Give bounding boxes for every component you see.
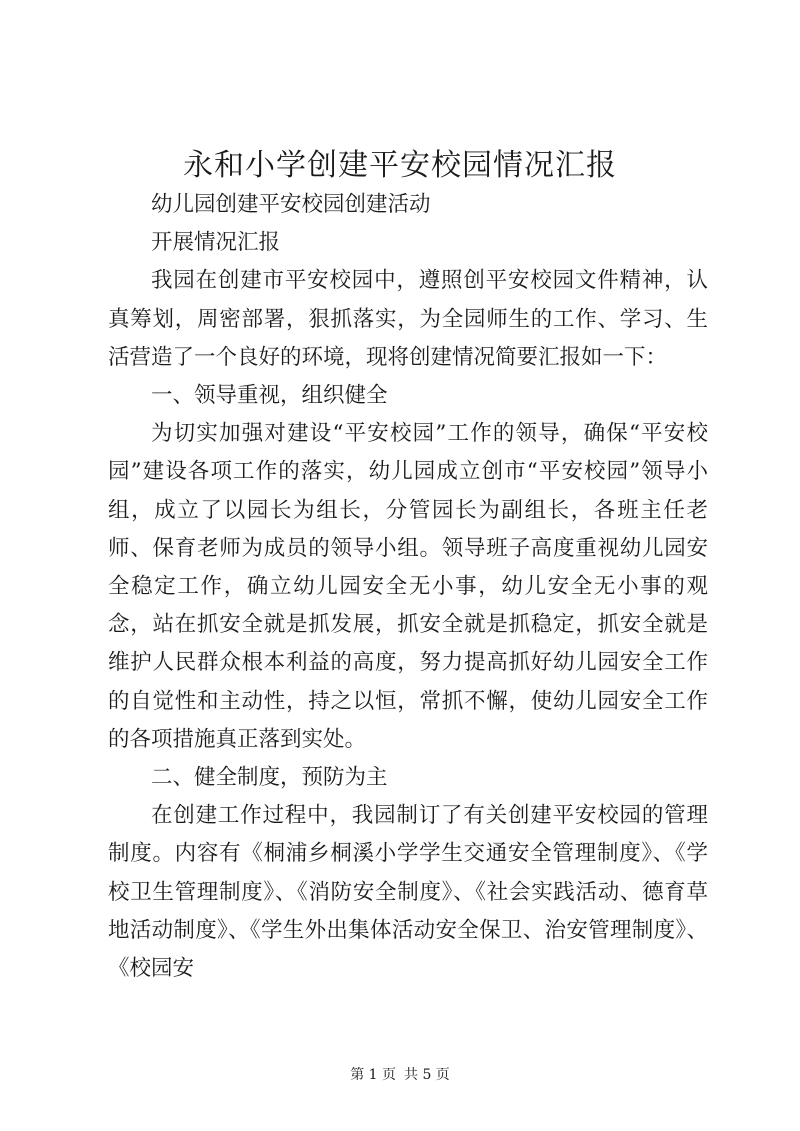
paragraph-subtitle-2: 开展情况汇报 — [151, 230, 281, 256]
document-title: 永和小学创建平安校园情况汇报 — [183, 148, 617, 183]
paragraph-section-1: 为切实加强对建设“平安校园”工作的领导，确保“平安校园”建设各项工作的落实，幼儿园成立创市“平安校园”领导小组，成立了以园长为组长，分管园长为副组长，各班主任老师、保育老师为成员的领导小组。领导班子高度重视幼儿园安全稳定工作，确立幼儿园安全无小事，幼儿安全无小事的观念，站在抓安全就是抓发展，抓安全就是抓稳定，抓安全就是维护人民群众根本利益的高度，努力提高抓好幼儿园安全工作的自觉性和主动性，持之以恒，常抓不懈，使幼儿园安全工作的各项措施真正落到实处。 — [108, 421, 708, 752]
page-total: 共 5 页 — [404, 1067, 450, 1083]
section-heading-2: 二、健全制度，预防为主 — [151, 765, 388, 791]
paragraph-subtitle-1: 幼儿园创建平安校园创建活动 — [151, 192, 431, 217]
page-footer — [0, 1064, 800, 1084]
paragraph-section-2: 在创建工作过程中，我园制订了有关创建平安校园的管理制度。内容有《桐浦乡桐溪小学学生交通安全管理制度》、《学校卫生管理制度》、《消防安全制度》、《社会实践活动、德育草地活动制度》、《学生外出集体活动安全保卫、治安管理制度》、《校园安 — [108, 803, 708, 982]
document-body — [108, 186, 708, 988]
page-number: 第 1 页 — [350, 1067, 396, 1083]
paragraph-intro: 我园在创建市平安校园中，遵照创平安校园文件精神，认真筹划，周密部署，狠抓落实，为全园师生的工作、学习、生活营造了一个良好的环境，现将创建情况简要汇报如一下： — [108, 268, 708, 370]
section-heading-1: 一、领导重视，组织健全 — [151, 383, 388, 409]
